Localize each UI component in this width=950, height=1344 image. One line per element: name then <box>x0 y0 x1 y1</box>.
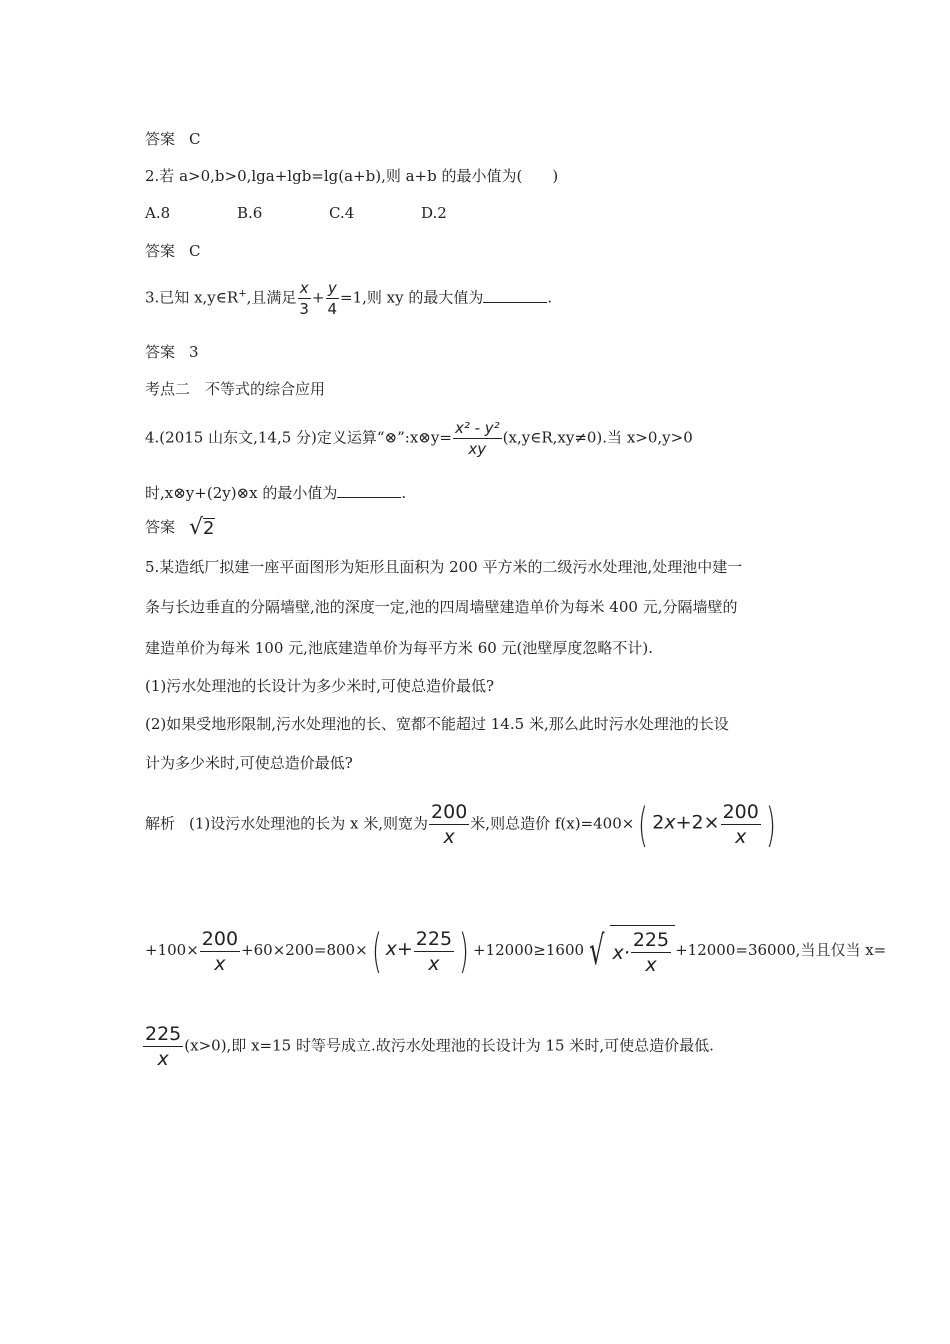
fraction-y-over-4: $\frac{y}{4}$ <box>327 279 338 318</box>
question-2-options <box>145 203 513 223</box>
sqrt-icon: √ 2 <box>189 515 215 540</box>
sol-text-6: +12000=36000,当且仅当 x= <box>675 941 887 959</box>
sol-text-1: (1)设污水处理池的长为 x 米,则宽为 <box>189 814 429 833</box>
sol-text-2: 米,则总造价 f(x)=400× <box>470 814 635 833</box>
answer-label: 答案 <box>145 518 176 536</box>
option-d: D.2 <box>421 204 447 222</box>
solution-line-1 <box>145 797 780 852</box>
sol-text-4: +60×200=800× <box>241 941 368 959</box>
q3-superscript: + <box>238 288 247 300</box>
q4-text-pre: 4.(2015 山东文,14,5 分)定义运算“⊗”:x⊗y= <box>145 428 452 447</box>
answer-label: 答案 <box>145 130 176 148</box>
q3-text-post: =1,则 xy 的最大值为 <box>340 288 484 307</box>
q4-text-post: (x,y∈R,xy≠0).当 x>0,y>0 <box>502 428 693 447</box>
inner-expr-2: x+ <box>385 938 413 960</box>
sol-text-5: +12000≥1600 <box>473 941 585 959</box>
answer-row-1 <box>145 129 201 149</box>
question-4-line-2 <box>145 483 406 503</box>
sol-text-3: +100× <box>145 941 199 959</box>
right-paren: ) <box>765 797 776 852</box>
question-2: 2.若 a>0,b>0,lga+lgb=lg(a+b),则 a+b 的最小值为( ) <box>145 167 559 185</box>
q3-text-mid: ,且满足 <box>246 288 297 307</box>
fraction-225-over-x: $\frac{225}{x}$ <box>145 1023 182 1070</box>
q3-text-pre: 3.已知 x,y∈R <box>145 288 239 307</box>
answer-row-2 <box>145 241 201 261</box>
plus-sign: + <box>311 288 325 307</box>
fraction-200-over-x: $\frac{200}{x}$ <box>722 801 759 848</box>
fraction-200-over-x: $\frac{200}{x}$ <box>431 801 468 848</box>
option-c: C.4 <box>329 204 355 222</box>
answer-label: 答案 <box>145 343 176 361</box>
answer-value: C <box>189 130 201 148</box>
inner-expr-1: 2x+2× <box>652 811 720 834</box>
answer-blank <box>337 483 401 498</box>
answer-value: 2 <box>203 517 215 539</box>
fraction-200-over-x: $\frac{200}{x}$ <box>201 927 239 975</box>
question-4 <box>145 418 693 459</box>
question-5-part-2: (2)如果受地形限制,污水处理池的长、宽都不能超过 14.5 米,那么此时污水处理池的长设 <box>145 715 729 733</box>
answer-row-4 <box>145 517 215 539</box>
answer-value: C <box>189 242 201 260</box>
right-paren: ) <box>459 924 469 978</box>
question-5-part-2-cont: 计为多少米时,可使总造价最低? <box>145 754 353 772</box>
left-paren: ( <box>638 797 649 852</box>
period: . <box>401 484 407 502</box>
sqrt-icon: √ x· $\frac{225}{x}$ <box>584 925 675 977</box>
answer-label: 答案 <box>145 242 176 260</box>
question-5-line-3: 建造单价为每米 100 元,池底建造单价为每平方米 60 元(池壁厚度忽略不计). <box>145 639 654 657</box>
section-heading: 考点二 不等式的综合应用 <box>145 380 326 398</box>
q4-text-line2: 时,x⊗y+(2y)⊗x 的最小值为 <box>145 484 338 502</box>
solution-label: 解析 <box>145 814 176 833</box>
sol-text-7: (x>0),即 x=15 时等号成立.故污水处理池的长设计为 15 米时,可使总造价最低. <box>184 1036 714 1055</box>
answer-value: 3 <box>189 343 199 361</box>
solution-line-3 <box>145 1022 714 1071</box>
fraction-225-over-x: $\frac{225}{x}$ <box>415 927 453 975</box>
option-b: B.6 <box>237 204 263 222</box>
fraction-225-over-x: $\frac{225}{x}$ <box>632 929 670 976</box>
solution-line-2 <box>145 925 886 977</box>
question-5-line-1: 5.某造纸厂拟建一座平面图形为矩形且面积为 200 平方米的二级污水处理池,处理池中建一 <box>145 558 743 576</box>
left-paren: ( <box>371 924 382 978</box>
period: . <box>547 288 553 307</box>
answer-blank <box>483 288 547 303</box>
question-3 <box>145 278 552 319</box>
option-a: A.8 <box>145 204 171 222</box>
fraction-x2-minus-y2-over-xy: $\frac{\text{x² - y²}}{xy}$ <box>454 419 500 458</box>
fraction-x-over-3: $\frac{x}{3}$ <box>299 279 309 318</box>
question-5-line-2: 条与长边垂直的分隔墙壁,池的深度一定,池的四周墙壁建造单价为每米 400 元,分隔墙壁的 <box>145 598 738 616</box>
answer-row-3 <box>145 342 199 362</box>
question-5-part-1: (1)污水处理池的长设计为多少米时,可使总造价最低? <box>145 677 495 695</box>
